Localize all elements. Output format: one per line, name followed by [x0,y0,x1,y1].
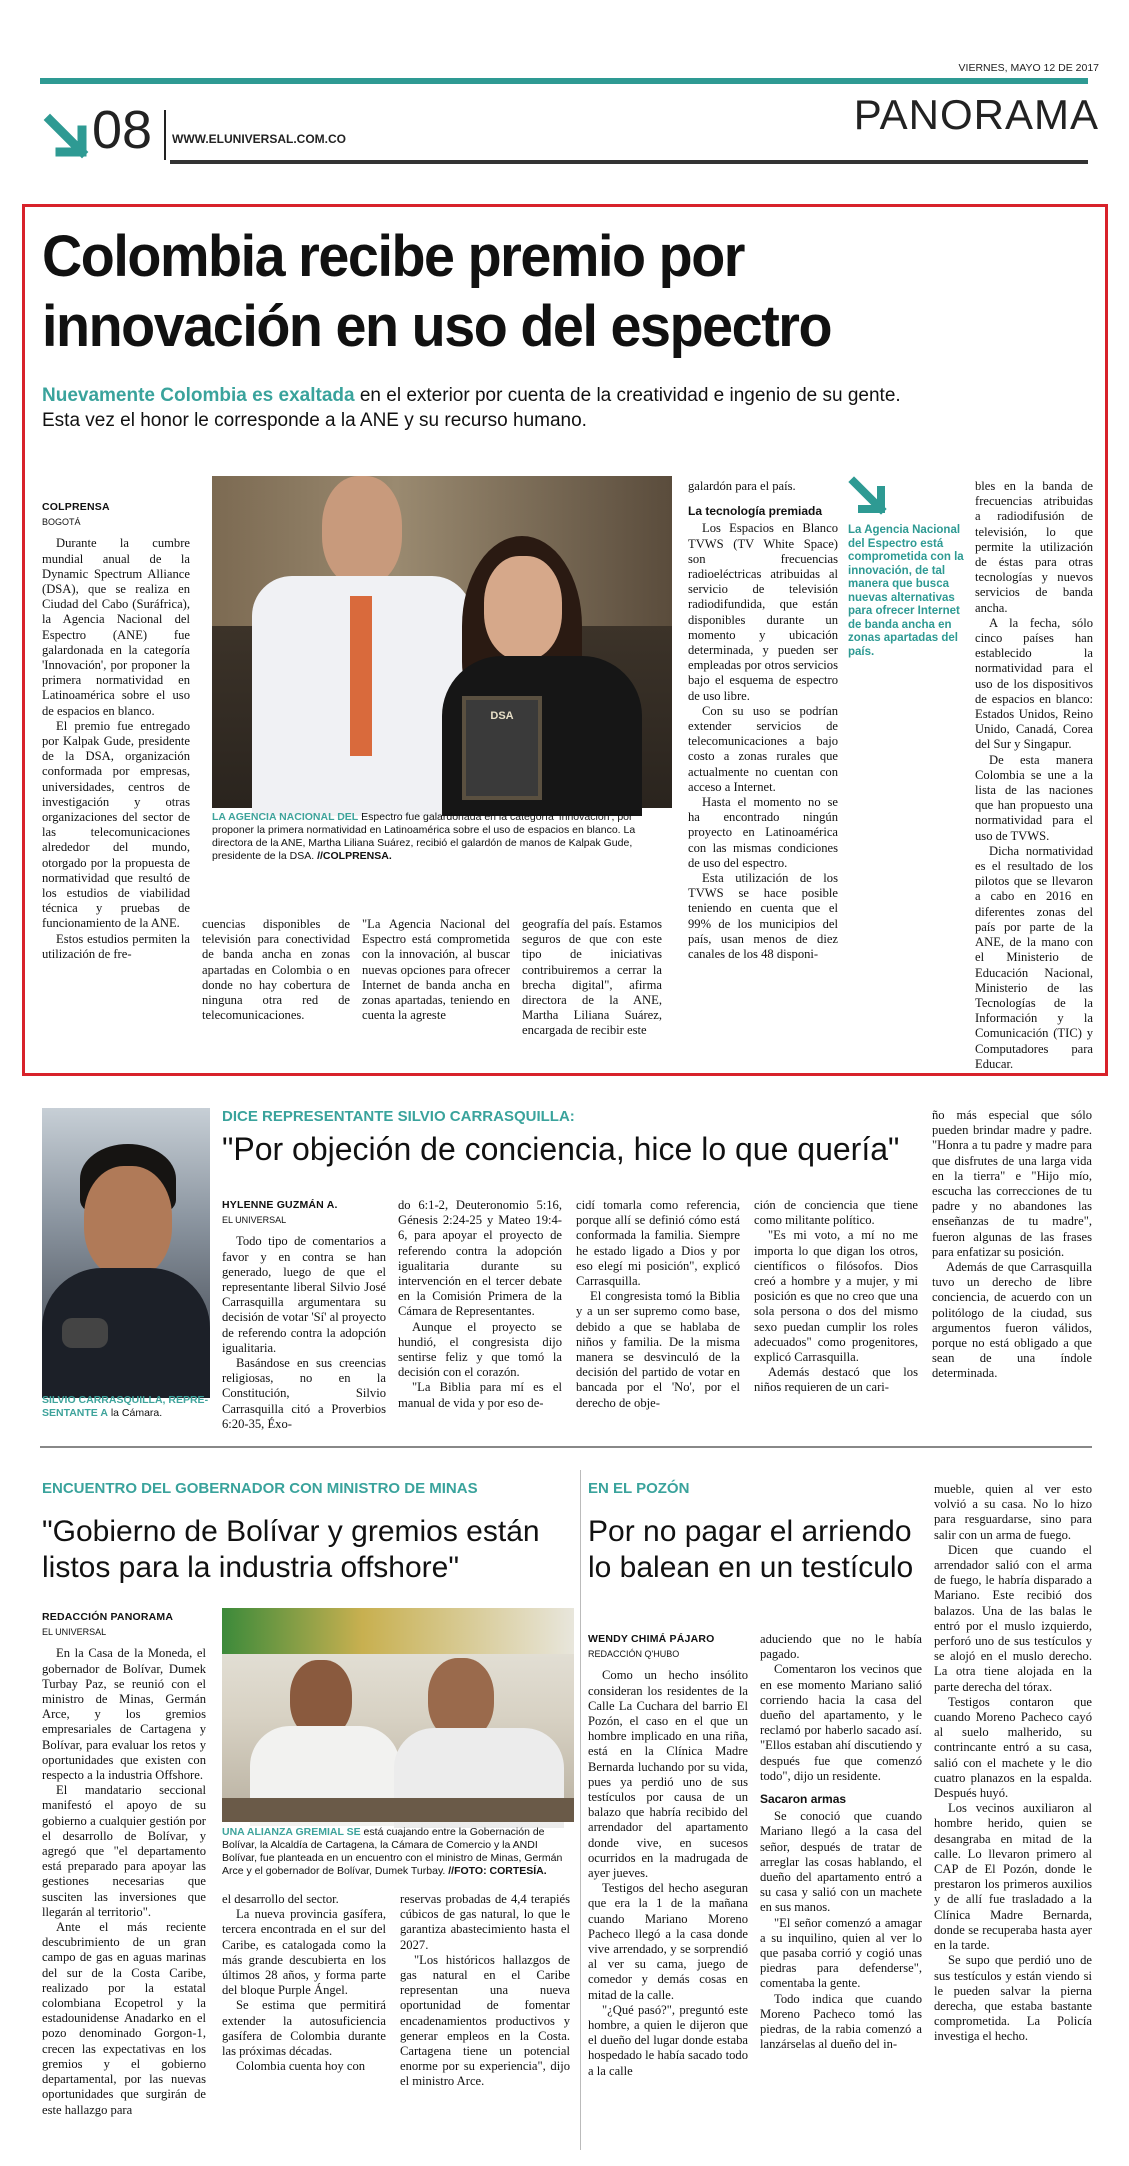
dateline: REDACCIÓN Q'HUBO [588,1649,680,1660]
minister-photo-caption [222,1826,574,1886]
paragraph: aduciendo que no le había pagado. [760,1632,922,1662]
paragraph: Como un hecho insólito consideran los residentes de la Calle La Cuchara del barrio El Pozón, el caso en el que un hombre implicado en una riña, está en la Clínica Madre Bernarda luchando por su vida, pues ya perdió uno de sus testículos por causa de un balazo que habría recibido del arrendador del apartamento donde vive, en sucesos ocurridos en la madrugada de ayer jueves. [588,1668,748,1881]
article3-col2 [222,1892,386,2150]
caption-credit: //COLPRENSA. [314,850,392,862]
header-rule-bottom [170,160,1088,164]
paragraph: "La Biblia para mí es el manual de vida y por eso de- [398,1380,562,1410]
column-divider [580,1470,581,2150]
header-rule-top [40,78,1088,84]
paragraph: Además destacó que los niños requieren de un cari- [754,1365,918,1395]
paragraph: Además de que Carrasquilla tuvo un derecho de libre conciencia, de acuerdo con un politólogo de la ciudad, sus argumentos fueron válidos, porque no está obligado a que sean de una índole determinada. [932,1260,1092,1381]
article1-col5 [975,479,1093,1071]
caption-text: la Cámara. [107,1407,163,1419]
article1-headline [42,222,831,362]
paragraph: Comentaron los vecinos que en ese momento Mariano salió corriendo hacia la casa del dueño del apartamento, y le reclamó por haberlo sacado así. "Ellos estaban ahí discutiendo y después fue que comenzó todo", dijo un residente. [760,1662,922,1783]
minister-meeting-photo [222,1608,574,1822]
headline-line: Colombia recibe premio por [42,224,745,289]
paragraph: Durante la cumbre mundial anual de la Dynamic Spectrum Alliance (DSA), que se realiza en Ciudad del Cabo (Suráfrica), la Agencia Nacional del Espectro (ANE) fue galardonada en la categoría 'Innovación', por proponer la primera normatividad en Latinoamérica sobre el uso de espacios en blanco. [42,536,190,718]
paragraph: Ante el más reciente descubrimiento de un gran campo de gas en aguas marinas del sur de la Costa Caribe, realizado por la estatal colombiana Ecopetrol y la estadounidense Anadarko en el pozo denominado Gorgon-1, crecen las expectativas en los gremios y el gobierno departamental, por las nuevas oportunidades que surgirán de este hallazgo para [42,1920,206,2117]
headline-line: innovación en uso del espectro [42,294,832,359]
person-woman-face [484,556,562,660]
paragraph: Se conoció que cuando Mariano llegó a la casa del señor, después de tratar de arreglar las cosas hablando, el dueño del apartamento entró a su casa y salió con un machete en sus manos. [760,1809,922,1915]
plaque-label: DSA [490,710,514,722]
paragraph: reservas probadas de 4,4 terapiés cúbicos de gas natural, lo que le garantiza abastecimiento hasta el 2027. [400,1892,570,1952]
paragraph: ción de conciencia que tiene como militante político. [754,1198,918,1228]
caption-lead: SILVIO CARRASQUILLA, REPRE- [42,1394,209,1406]
edition-date: VIERNES, MAYO 12 DE 2017 [958,62,1099,74]
article4-headline [588,1514,938,1586]
pullquote: La Agencia Nacional del Espectro está comprometida con la innovación, de tal manera que busca nuevas alternativas para ofrecer Internet de banda ancha en zonas apartadas del país. [848,524,964,658]
dateline: EL UNIVERSAL [42,1627,107,1638]
article2-col3 [576,1198,740,1420]
paragraph: do 6:1-2, Deuteronomio 5:16, Génesis 2:24-25 y Mateo 19:4-6, para apoyar el proyecto de referendo contra la adopción igualitaria durante su intervención en el tercer debate en la Comisión Primera de la Cámara de Representantes. [398,1198,562,1319]
paragraph: Todo tipo de comentarios a favor y en contra se han generado, luego de que el representante liberal Silvio José Carrasquilla argumentara su decisión de votar 'Sí' al proyecto de referendo contra la adopción igualitaria. [222,1234,386,1355]
page-number-divider [164,110,166,160]
caption-text: Espectro fue galardonada en la categoría 'Innovación', por proponer la primera normatividad en Latinoamérica sobre el uso de espacios en blanco. La directora de la ANE, Martha Liliana Suárez, recibió el galardón de manos de Kalpak Gude, presidente de la DSA. [212,811,636,862]
page-number: 08 [92,100,153,160]
paragraph: Se estima que permitirá extender la autosuficiencia gasífera de Colombia durante las próximas décadas. [222,1998,386,2059]
article1-col3 [362,917,510,1057]
article2-col1 [222,1198,386,1431]
article2-col4 [754,1198,918,1420]
paragraph: "¿Qué pasó?", preguntó este hombre, a quien le dijeron que el dueño del lugar donde estaba hospedado le había sacado todo a la calle [588,2002,748,2078]
website-link[interactable]: WWW.ELUNIVERSAL.COM.CO [172,132,346,146]
headline-line: "Gobierno de Bolívar y gremios están [42,1515,540,1548]
article3-col1 [42,1610,206,2150]
article3-col3 [400,1892,570,2150]
paragraph: "La Agencia Nacional del Espectro está comprometida con la innovación, al buscar nuevas opciones para ofrecer Internet de banda ancha en zonas apartadas, teniendo en cuenta la agreste [362,917,510,1023]
microphone [62,1318,108,1348]
caption-lead: UNA ALIANZA GREMIAL SE [222,1826,361,1838]
paragraph: A la fecha, sólo cinco países han establecido la normatividad para el uso de los dispositivos de espacios en blanco: Estados Unidos, Reino Unido, Canadá, Corea del Sur y Singapur. [975,615,1093,752]
article4-col1 [588,1632,748,2152]
paragraph: ño más especial que sólo pueden brindar madre y padre. "Honra a tu padre y madre para que disfrutes de una larga vida en la tierra" e "Hijo mío, escucha las correcciones de tu padre y no abandones las enseñanzas de tu madre", fueron algunas de las frases para enfatizar su posición. [932,1108,1092,1259]
paragraph: Los vecinos auxiliaron al hombre herido, quien se desangraba en mitad de la calle. Lo llevaron primero al CAP de El Pozón, donde le prestaron los primeros auxilios y de allí fue trasladado a la Clínica Madre Bernarda, donde se recuperaba hasta ayer en la tarde. [934,1801,1092,1953]
article1-col4-bottom [522,917,662,1057]
paragraph: El mandatario seccional manifestó el apoyo de su gobierno a cualquier gestión por el desarrollo de Bolívar, y agregó que "el departamento está preparado para apoyar las gestiones necesarias que susciten las inversiones que llegarán al territorio". [42,1783,206,1919]
paragraph: el desarrollo del sector. [222,1892,339,1906]
paragraph: Colombia cuenta hoy con [236,2059,366,2074]
article2-kicker: DICE REPRESENTANTE SILVIO CARRASQUILLA: [222,1108,575,1125]
caption-lead: SENTANTE A [42,1407,108,1419]
subheading: Sacaron armas [760,1792,847,1807]
deck-text: en el exterior por cuenta de la creatividad e ingenio de su gente. Esta vez el honor le corresponde a la ANE y su recurso humano. [42,385,901,431]
paragraph: La nueva provincia gasífera, tercera encontrada en el sur del Caribe, es catalogada como la más grande descubierta en los últimos 28 años, y forma parte del bloque Purple Ángel. [222,1907,386,1998]
paragraph: "Es mi voto, a mí no me importa lo que digan los otros, científicos o filósofos. Dios creó a hombre y a mujer, y mi posición es que no creo que una sola persona o dos del mismo sexo puedan cumplir los roles adecuados" como progenitores, explicó Carrasquilla. [754,1228,918,1365]
paragraph: "Los históricos hallazgos de gas natural en el Caribe representan una nueva oportunidad de fomentar encadenamientos productivos y generar empleos en la Costa. Cartagena tiene un potencial enorme por su experiencia", dijo el ministro Arce. [400,1952,570,2089]
dateline: BOGOTÁ [42,517,81,528]
paragraph: Basándose en sus creencias religiosas, no en la Constitución, Silvio Carrasquilla citó a Proverbios 6:20-35, Éxo- [222,1356,386,1431]
caption-credit: //FOTO: CORTESÍA. [445,1865,547,1877]
pullquote-arrow-icon [848,476,888,516]
dateline: EL UNIVERSAL [222,1215,287,1226]
paragraph: El congresista tomó la Biblia y a un ser supremo como base, debido a que se hablaba de niños y familia. De la misma manera se desvinculó de la decisión del partido de votar en bancada por el 'No', por el derecho de obje- [576,1289,740,1410]
paragraph: De esta manera Colombia se une a la lista de las naciones que han propuesto una normatividad para el uso de TVWS. [975,752,1093,843]
person-face [84,1166,172,1278]
paragraph: Dicen que cuando el arrendador salió con el arma de fuego, le habría disparado a Mariano. Este recibió dos balazos. Una de las balas le entró por el muslo izquierdo, perforó uno de sus testículos y se alojó en el muslo derecho. La otra tiene alojada en la parte derecha del tórax. [934,1542,1092,1694]
paragraph: galardón para el país. [688,479,796,493]
article2-headline: "Por objeción de conciencia, hice lo que quería" [222,1131,900,1167]
paragraph: Dicha normatividad es el resultado de los pilotos que se llevaron a cabo en 2016 en diferentes zonas del país por parte de la ANE, de la mano con el Ministerio de Educación Nacional, Ministerio de las Tecnologías de la Información y la Comunicación (TIC) y Computadores para Educar. [975,843,1093,1071]
person-man-head [322,476,402,586]
paragraph: Con su uso se podrían extender servicios de telecomunicaciones a bajo costo a zonas rurales que actualmente no cuentan con acceso a Internet. [688,703,838,794]
article1-col1 [42,500,190,1060]
article4-col3 [934,1482,1092,2152]
paragraph: En la Casa de la Moneda, el gobernador de Bolívar, Dumek Turbay Paz, se reunió con el ministro de Minas, Germán Arce, y los gremios empresariales de Cartagena y Bolívar, para evaluar los retos y oportunidades que existen con respecto a la industria Offshore. [42,1646,206,1783]
banner [222,1608,574,1654]
deck-lead: Nuevamente Colombia es exaltada [42,385,355,406]
byline: HYLENNE GUZMÁN A. [222,1199,338,1211]
article1-col4 [688,479,838,1059]
caption-text: está cuajando entre la Gobernación de Bolívar, la Alcaldía de Cartagena, la Cámara de Comercio y la ANDI Bolívar, fue planteada en un encuentro con el ministro de Minas, Germán Arce y el gobernador de Bolívar, Dumek Turbay. [222,1826,563,1877]
byline: WENDY CHIMÁ PÁJARO [588,1633,715,1645]
paragraph: Se supo que perdió uno de sus testículos y están viendo si le pueden salvar la pierna derecha, que estaba bastante comprometida. La Policía investiga el hecho. [934,1953,1092,2044]
award-plaque [462,696,542,800]
article4-kicker: EN EL POZÓN [588,1480,690,1497]
carrasquilla-caption [42,1394,212,1426]
paragraph: El premio fue entregado por Kalpak Gude, presidente de la DSA, organización conformada por empresas, universidades, centros de investigación y otras organizaciones del sector de las telecomunicaciones alrededor del mundo, otorgado por la propuesta de normatividad que resultó de los estudios de viabilidad técnica y pruebas de funcionamiento de la ANE. [42,718,190,931]
paragraph: Aunque el proyecto se hundió, el congresista dijo sentirse feliz y que tomó la decisión con el corazón. [398,1319,562,1380]
paragraph: Esta utilización de los TVWS se hace posible teniendo en cuenta que el 99% de los municipios del país, usan menos de diez canales de los 48 disponi- [688,871,838,962]
paragraph: Hasta el momento no se ha encontrado ningún proyecto en Latinoamérica con las mismas condiciones de uso del espectro. [688,795,838,870]
paragraph: Testigos del hecho aseguran que era la 1 de la mañana cuando Mariano Moreno Pacheco llegó a la casa donde vive arrendado, y se sorprendió al ver su cama, juego de comedor y demás cosas en mitad de la calle. [588,1881,748,2002]
table-edge [222,1798,574,1822]
article2-col5 [932,1108,1092,1420]
article1-col2 [202,917,350,1057]
paragraph: Testigos contaron que cuando Moreno Pacheco cayó al suelo malherido, su contrincante entró a su casa, salió con el machete y le dio cuatro planazos en la espalda. Después huyó. [934,1694,1092,1801]
carrasquilla-photo [42,1108,210,1388]
paragraph: Estos estudios permiten la utilización de fre- [42,931,190,961]
paragraph: Los Espacios en Blanco TVWS (TV White Space) son frecuencias radioeléctricas atribuidas al servicio de televisión radiodifundida, que están disponibles durante un momento y ubicación determinada, y pueden ser empleadas por otros servicios bajo el esquema de espectro de uso libre. [688,521,838,703]
article1-deck [42,383,942,433]
award-photo [212,476,672,808]
article2-col2 [398,1198,562,1420]
award-photo-caption [212,811,672,871]
caption-lead: LA AGENCIA NACIONAL DEL [212,811,359,823]
paragraph: "El señor comenzó a amagar a su inquilino, quien al ver lo que pasaba corrió y cogió unas piedras para defenderse", comentaba la gente. [760,1915,922,1991]
headline-line: listos para la industria offshore" [42,1551,459,1584]
paragraph: geografía del país. Estamos seguros de que con este tipo de iniciativas contribuiremos a cerrar la brecha digital", afirma directora de la ANE, Martha Liliana Suárez, encargada de recibir este [522,917,662,1038]
subheading: La tecnología premiada [688,504,823,519]
page-arrow-icon [42,112,90,160]
byline: COLPRENSA [42,501,110,513]
headline-line: Por no pagar el arriendo [588,1515,912,1548]
section-divider [40,1446,1092,1448]
paragraph: cuencias disponibles de televisión para conectividad de banda ancha en zonas apartadas en Colombia o en donde no hay cobertura de ninguna otra red de telecomunicaciones. [202,917,350,1023]
article4-col2 [760,1632,922,2152]
person-man-tie [350,596,372,756]
article3-kicker: ENCUENTRO DEL GOBERNADOR CON MINISTRO DE MINAS [42,1480,478,1497]
paragraph: cidí tomarla como referencia, porque allí se definió cómo está conformada la familia. Siempre he estado ligado a Dios y por eso elegí mi posición", explicó Carrasquilla. [576,1198,740,1289]
paragraph: bles en la banda de frecuencias atribuidas a radiodifusión de televisión, lo que permite la utilización de éstas para otras tecnologías y nuevos servicios de banda ancha. [975,479,1093,615]
article3-headline [42,1514,582,1586]
byline: REDACCIÓN PANORAMA [42,1611,174,1623]
paragraph: Todo indica que cuando Moreno Pacheco tomó las piedras, de la rabia comenzó a lanzárselas al dueño del in- [760,1991,922,2052]
section-title: PANORAMA [853,91,1099,138]
paragraph: mueble, quien al ver esto volvió a su casa. No lo hizo para resguardarse, sino para salir con un arma de fuego. [934,1482,1092,1542]
headline-line: lo balean en un testículo [588,1551,914,1584]
